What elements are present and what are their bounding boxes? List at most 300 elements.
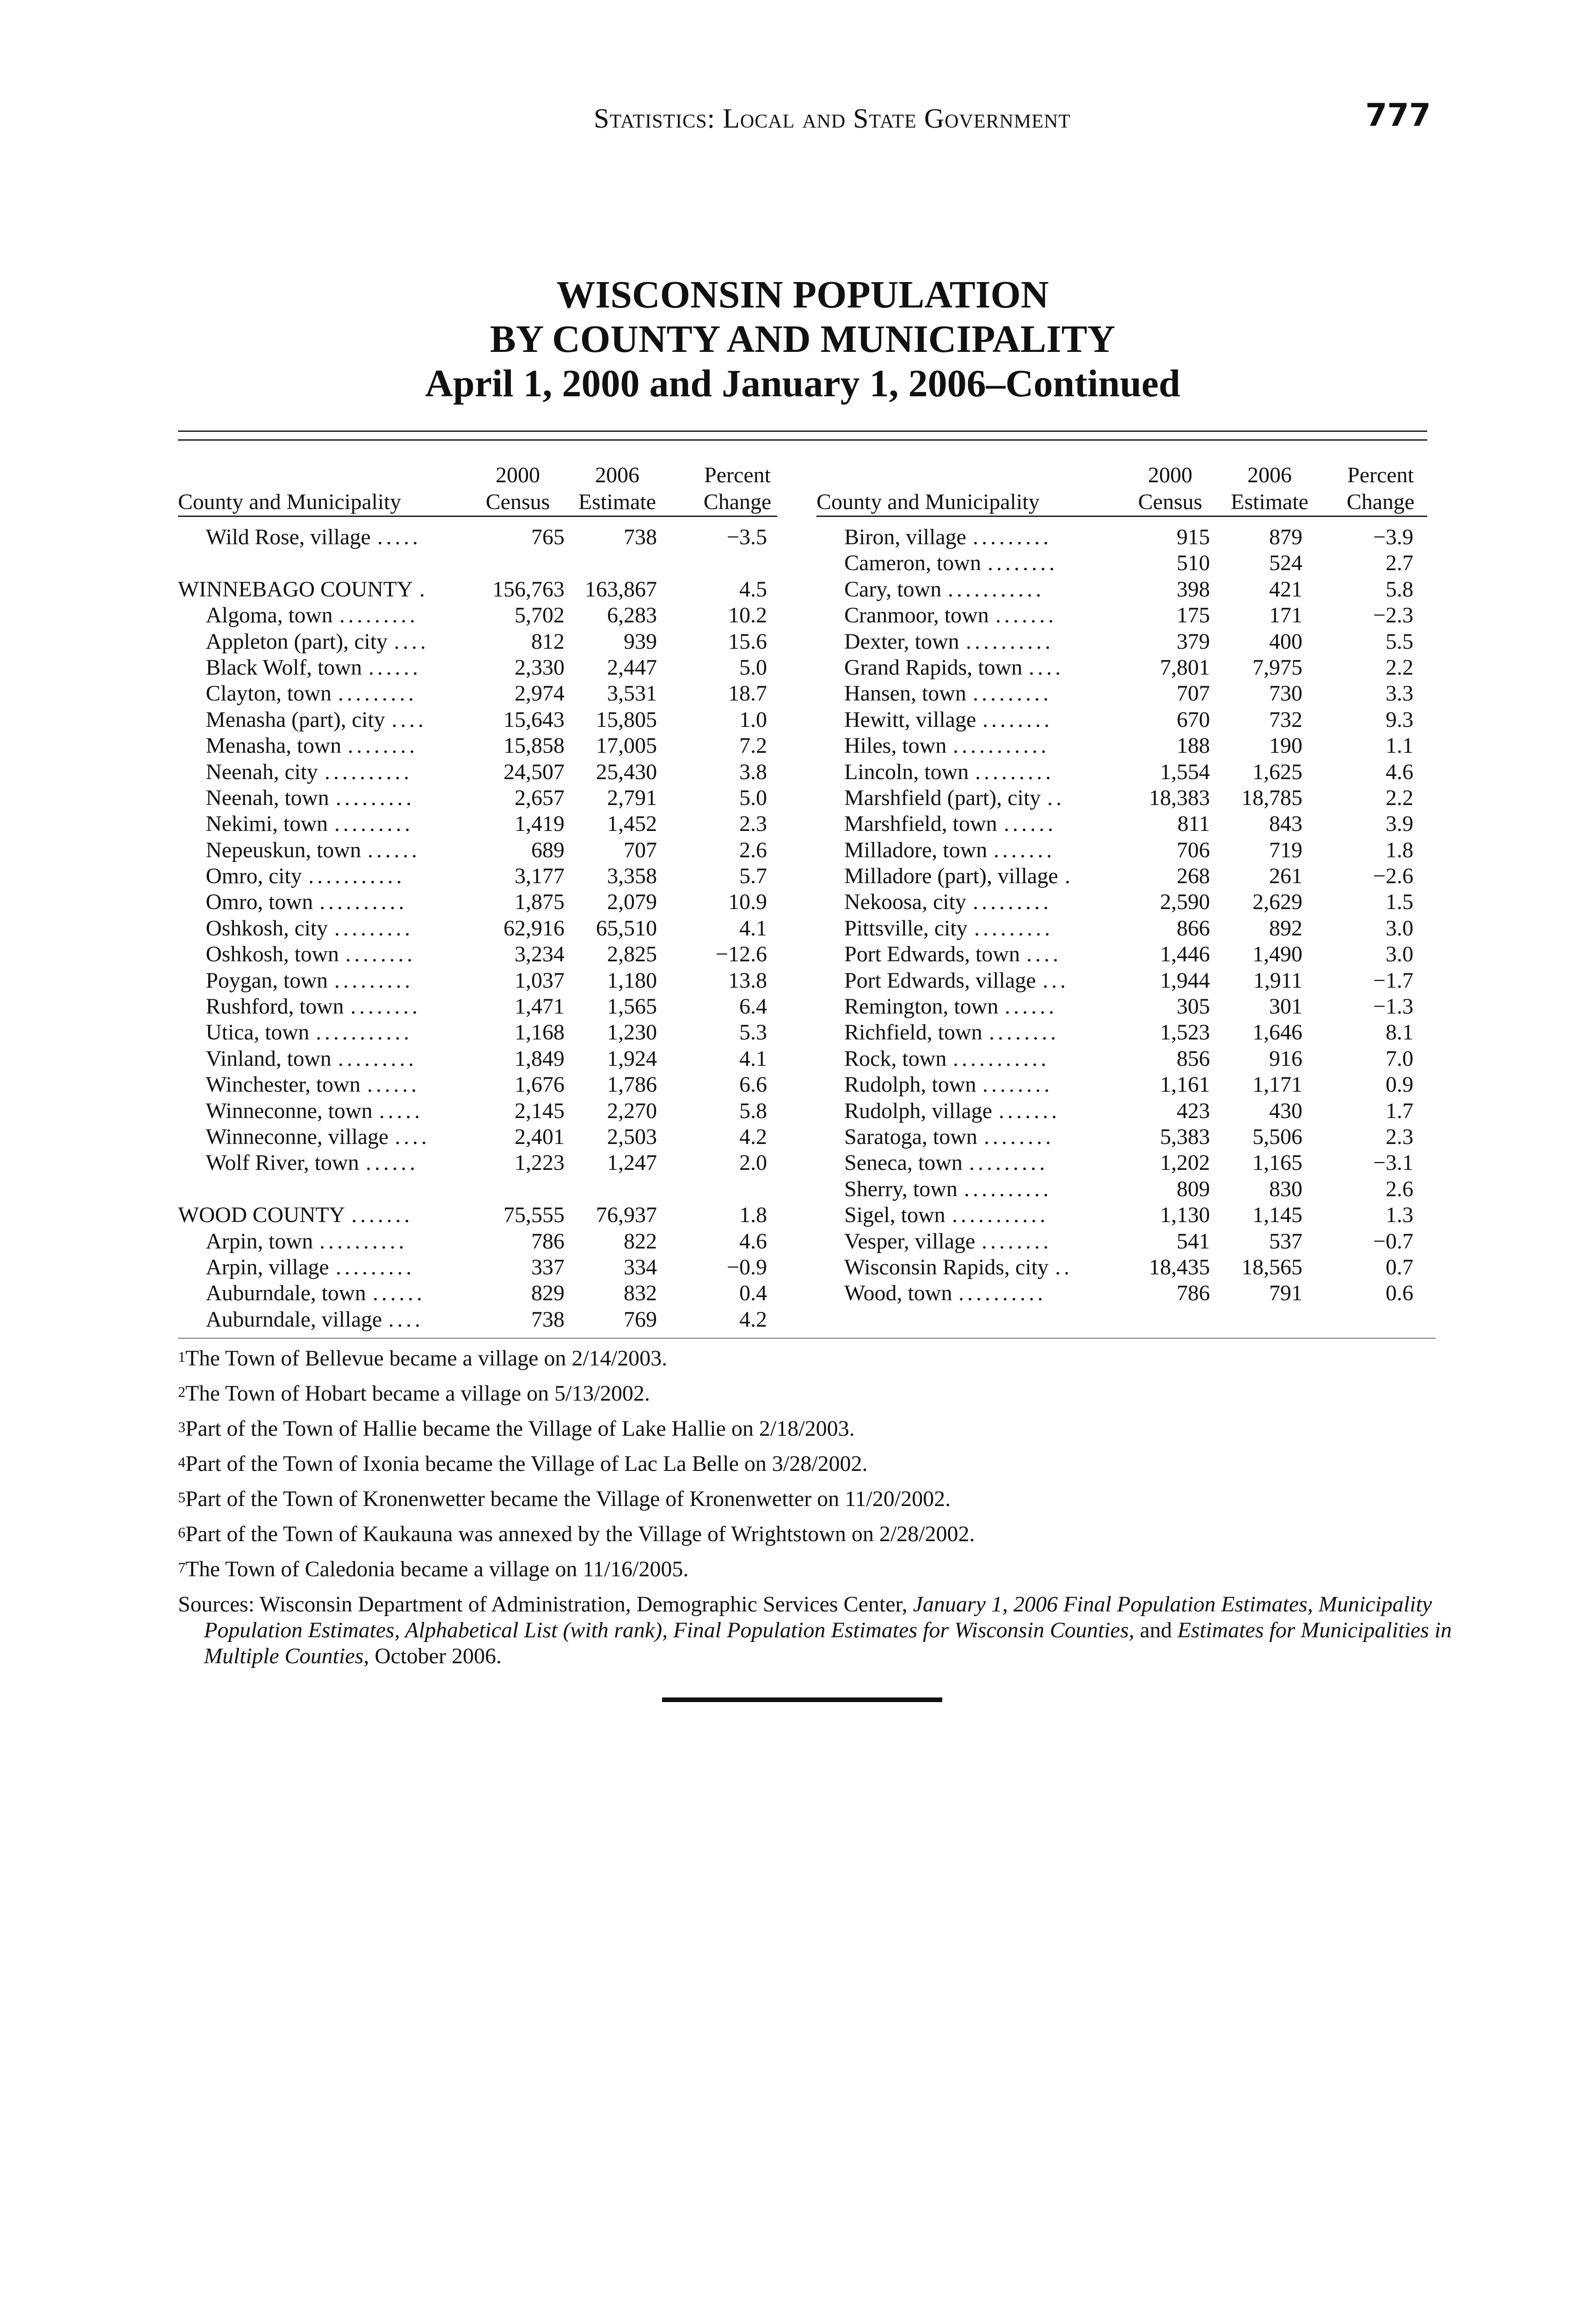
municipality-name: Port Edwards, town: [844, 942, 1020, 967]
percent-change-value: 4.2: [739, 1124, 767, 1149]
percent-change-value: 13.8: [728, 968, 767, 993]
municipality-row: [816, 1072, 1427, 1098]
estimate-2006-value: 1,165: [1252, 1150, 1302, 1175]
leader-dots: ....: [395, 1124, 430, 1149]
municipality-name: Seneca, town: [844, 1150, 963, 1175]
municipality-row: [816, 811, 1427, 837]
census-2000-value: 1,676: [515, 1072, 565, 1097]
estimate-2006-value: 1,625: [1252, 759, 1302, 784]
estimate-2006-value: 421: [1269, 577, 1302, 602]
percent-change-value: 0.9: [1386, 1072, 1413, 1097]
municipality-row: [178, 1124, 777, 1150]
census-2000-value: 689: [531, 837, 565, 862]
row-spacer: [178, 550, 777, 576]
municipality-name: Milladore, town: [844, 837, 988, 862]
municipality-row: [178, 968, 777, 994]
census-2000-value: 1,419: [515, 812, 565, 836]
footnote-mark: 3: [178, 1419, 185, 1435]
percent-change-value: −2.6: [1373, 864, 1413, 889]
municipality-row: [816, 1202, 1427, 1228]
municipality-row: [816, 1280, 1427, 1306]
leader-dots: .: [1065, 864, 1074, 889]
leader-dots: ......: [1005, 994, 1057, 1019]
municipality-name: Cranmoor, town: [844, 603, 989, 628]
municipality-name: WINNEBAGO COUNTY: [178, 577, 413, 602]
leader-dots: .......: [351, 1203, 413, 1228]
right-table-rows: [816, 517, 1427, 1307]
percent-change-value: 2.2: [1386, 655, 1413, 680]
census-2000-value: 3,234: [515, 942, 565, 967]
census-2000-value: 866: [1177, 916, 1210, 941]
footnote-mark: 1: [178, 1348, 185, 1365]
census-2000-value: 1,875: [515, 890, 565, 915]
census-2000-value: 670: [1177, 707, 1210, 732]
footnote-mark: 2: [178, 1384, 185, 1400]
percent-change-value: 6.4: [739, 994, 767, 1019]
estimate-2006-value: 791: [1269, 1281, 1302, 1306]
estimate-2006-value: 76,937: [596, 1203, 657, 1228]
municipality-name: Arpin, town: [206, 1229, 313, 1254]
percent-change-value: 2.7: [1386, 551, 1413, 576]
leader-dots: .........: [334, 812, 413, 836]
estimate-2006-value: 769: [624, 1307, 657, 1332]
municipality-row: [816, 550, 1427, 576]
municipality-name: Grand Rapids, town: [844, 655, 1023, 680]
municipality-row: [178, 1098, 777, 1124]
estimate-2006-value: 707: [624, 837, 657, 862]
row-spacer: [178, 1176, 777, 1202]
estimate-2006-value: 719: [1269, 837, 1302, 862]
census-2000-value: 829: [531, 1281, 565, 1306]
census-2000-value: 156,763: [492, 577, 565, 602]
percent-change-value: 4.6: [1386, 759, 1413, 784]
left-table-rows: [178, 517, 777, 1333]
right-table-column: [816, 460, 1427, 1339]
estimate-2006-value: 2,270: [607, 1098, 657, 1123]
estimate-2006-value: 18,565: [1241, 1254, 1302, 1279]
percent-change-value: 3.0: [1386, 916, 1413, 941]
census-2000-value: 811: [1177, 812, 1210, 836]
right-column-header: [816, 460, 1427, 517]
leader-dots: .........: [975, 759, 1054, 784]
leader-dots: ...........: [952, 1203, 1049, 1228]
municipality-row: [816, 759, 1427, 785]
sources-note: Sources: Wisconsin Department of Administration, Demographic Services Center, January 1, 2006 Final Population Estimates, Municipality Population Estimates, Alphabetical List (with rank), Final Population Estimates for Wisconsin Counties, and Estimates for Municipalities in Multiple Counties, October 2006.: [178, 1592, 1452, 1668]
estimate-2006-value: 17,005: [596, 733, 657, 758]
estimate-2006-value: 1,452: [607, 812, 657, 836]
percent-change-value: 3.8: [739, 759, 767, 784]
estimate-2006-value: 2,825: [607, 942, 657, 967]
leader-dots: ..........: [958, 1281, 1046, 1306]
end-of-table-bar: [662, 1697, 942, 1702]
estimate-2006-value: 879: [1269, 525, 1302, 549]
percent-change-value: −3.9: [1373, 525, 1413, 549]
leader-dots: .........: [339, 603, 418, 628]
municipality-name: Wild Rose, village: [206, 525, 371, 549]
municipality-name: Auburndale, village: [206, 1307, 382, 1332]
municipality-row: [178, 1254, 777, 1280]
estimate-2006-value: 732: [1269, 707, 1302, 732]
municipality-name: Appleton (part), city: [206, 629, 388, 654]
left-column-header: [178, 460, 777, 517]
leader-dots: ...........: [308, 864, 405, 889]
footnote-text: Part of the Town of Kronenwetter became the Village of Kronenwetter on 11/20/2002.: [185, 1487, 951, 1511]
census-2000-value: 1,223: [515, 1150, 565, 1175]
estimate-2006-value: 163,867: [585, 577, 657, 602]
percent-change-value: 1.0: [739, 707, 767, 732]
leader-dots: .........: [336, 785, 415, 810]
percent-change-value: 4.6: [739, 1229, 767, 1254]
percent-change-value: 3.0: [1386, 942, 1413, 967]
municipality-row: [178, 1229, 777, 1254]
estimate-2006-value: 7,975: [1252, 655, 1302, 680]
estimate-2006-value: 1,247: [607, 1150, 657, 1175]
census-2000-value: 1,168: [515, 1020, 565, 1045]
estimate-2006-value: 3,531: [607, 681, 657, 706]
estimate-2006-value: 65,510: [596, 916, 657, 941]
leader-dots: ...: [1043, 968, 1069, 993]
percent-change-value: 5.7: [739, 864, 767, 889]
estimate-2006-value: 2,791: [607, 785, 657, 810]
percent-change-value: 10.9: [728, 890, 767, 915]
page-number: 777: [1365, 97, 1431, 134]
municipality-row: [178, 759, 777, 785]
estimate-2006-value: 3,358: [607, 864, 657, 889]
municipality-name: Clayton, town: [206, 681, 331, 706]
municipality-name: Rock, town: [844, 1046, 947, 1071]
percent-change-value: 3.9: [1386, 812, 1413, 836]
estimate-2006-value: 730: [1269, 681, 1302, 706]
leader-dots: ..........: [966, 629, 1054, 654]
municipality-name: Winneconne, town: [206, 1098, 373, 1123]
percent-change-value: 1.3: [1386, 1203, 1413, 1228]
estimate-2006-value: 301: [1269, 994, 1302, 1019]
percent-change-value: −1.7: [1373, 968, 1413, 993]
leader-dots: .........: [338, 1046, 417, 1071]
municipality-row: [816, 916, 1427, 941]
census-2000-value: 1,471: [515, 994, 565, 1019]
estimate-2006-value: 2,503: [607, 1124, 657, 1149]
leader-dots: .........: [974, 916, 1053, 941]
census-2000-value: 62,916: [503, 916, 565, 941]
municipality-row: [178, 1150, 777, 1176]
leader-dots: .........: [969, 1150, 1048, 1175]
percent-change-value: −3.5: [726, 525, 767, 549]
percent-change-value: 2.2: [1386, 785, 1413, 810]
municipality-row: [816, 655, 1427, 681]
estimate-2006-value: 832: [624, 1281, 657, 1306]
municipality-name: Menasha (part), city: [206, 707, 385, 732]
percent-change-value: 8.1: [1386, 1020, 1413, 1045]
municipality-name: Saratoga, town: [844, 1124, 977, 1149]
municipality-row: [178, 524, 777, 550]
footnote-mark: 7: [178, 1559, 185, 1576]
estimate-2006-value: 1,911: [1253, 968, 1302, 993]
estimate-2006-value: 830: [1269, 1176, 1302, 1201]
leader-dots: .....: [377, 525, 421, 549]
municipality-name: Omro, city: [206, 864, 302, 889]
leader-dots: .: [419, 577, 428, 602]
leader-dots: ....: [1029, 655, 1064, 680]
leader-dots: ......: [366, 1150, 418, 1175]
municipality-row: [816, 681, 1427, 707]
footnote-text: The Town of Hobart became a village on 5/13/2002.: [185, 1381, 650, 1406]
municipality-name: Wolf River, town: [206, 1150, 359, 1175]
census-2000-value: 1,446: [1160, 942, 1210, 967]
census-2000-value: 786: [1177, 1281, 1210, 1306]
leader-dots: ..........: [964, 1176, 1052, 1201]
header-municipality: County and Municipality: [178, 490, 401, 514]
double-rule-bottom: [178, 439, 1427, 441]
percent-change-value: 1.8: [739, 1203, 767, 1228]
municipality-name: Omro, town: [206, 890, 313, 915]
percent-change-value: 10.2: [728, 603, 767, 628]
municipality-row: [178, 916, 777, 941]
census-2000-value: 188: [1177, 733, 1210, 758]
percent-change-value: 7.2: [739, 733, 767, 758]
percent-change-value: −0.7: [1373, 1229, 1413, 1254]
percent-change-value: −3.1: [1373, 1150, 1413, 1175]
table-title: [178, 273, 1427, 406]
header-2006-estimate: 2006 Estimate: [1231, 463, 1308, 514]
percent-change-value: 5.8: [739, 1098, 767, 1123]
percent-change-value: 4.2: [739, 1307, 767, 1332]
census-2000-value: 15,858: [503, 733, 565, 758]
percent-change-value: 1.8: [1386, 837, 1413, 862]
municipality-name: Pittsville, city: [844, 916, 968, 941]
census-2000-value: 15,643: [503, 707, 565, 732]
percent-change-value: 7.0: [1386, 1046, 1413, 1071]
municipality-row: [816, 524, 1427, 550]
leader-dots: ....: [1026, 942, 1062, 967]
census-2000-value: 24,507: [503, 759, 565, 784]
double-rule-top: [178, 430, 1427, 432]
header-percent-change: Percent Change: [703, 463, 772, 514]
municipality-name: Winneconne, village: [206, 1124, 389, 1149]
municipality-name: Vesper, village: [844, 1229, 976, 1254]
municipality-row: [178, 1020, 777, 1045]
census-2000-value: 1,130: [1160, 1203, 1210, 1228]
municipality-row: [178, 785, 777, 811]
municipality-row: [178, 941, 777, 967]
percent-change-value: 2.3: [739, 812, 767, 836]
header-2006-estimate: 2006 Estimate: [578, 463, 656, 514]
percent-change-value: 4.1: [739, 916, 767, 941]
census-2000-value: 75,555: [503, 1203, 565, 1228]
footnote-mark: 4: [178, 1454, 185, 1470]
leader-dots: .........: [973, 525, 1052, 549]
estimate-2006-value: 190: [1269, 733, 1302, 758]
percent-change-value: 4.5: [739, 577, 767, 602]
census-2000-value: 337: [531, 1254, 565, 1279]
census-2000-value: 1,554: [1160, 759, 1210, 784]
footnote: [178, 1416, 1454, 1451]
footnote-text: The Town of Bellevue became a village on 2/14/2003.: [185, 1346, 668, 1371]
leader-dots: ..: [1047, 785, 1065, 810]
header-municipality: County and Municipality: [816, 490, 1040, 514]
municipality-row: [816, 968, 1427, 994]
county-row: [178, 577, 777, 603]
municipality-row: [178, 1046, 777, 1072]
percent-change-value: 9.3: [1386, 707, 1413, 732]
leader-dots: .......: [995, 603, 1057, 628]
estimate-2006-value: 171: [1269, 603, 1302, 628]
municipality-row: [178, 707, 777, 733]
county-row: [178, 1202, 777, 1228]
header-2000-census: 2000 Census: [1138, 463, 1203, 514]
municipality-row: [178, 994, 777, 1020]
leader-dots: ...........: [953, 1046, 1050, 1071]
leader-dots: ........: [982, 1072, 1053, 1097]
census-2000-value: 706: [1177, 837, 1210, 862]
footnote: [178, 1556, 1454, 1592]
municipality-row: [816, 1254, 1427, 1280]
municipality-name: Hiles, town: [844, 733, 947, 758]
estimate-2006-value: 1,145: [1252, 1203, 1302, 1228]
leader-dots: ....: [394, 629, 429, 654]
census-2000-value: 5,383: [1160, 1124, 1210, 1149]
census-2000-value: 1,849: [515, 1046, 565, 1071]
municipality-row: [178, 1307, 777, 1333]
estimate-2006-value: 6,283: [607, 603, 657, 628]
leader-dots: ..........: [319, 1229, 407, 1254]
leader-dots: ........: [350, 994, 421, 1019]
census-2000-value: 398: [1177, 577, 1210, 602]
census-2000-value: 1,523: [1160, 1020, 1210, 1045]
leader-dots: ..........: [325, 759, 412, 784]
percent-change-value: 15.6: [728, 629, 767, 654]
leader-dots: ........: [345, 942, 416, 967]
municipality-name: Oshkosh, town: [206, 942, 339, 967]
census-2000-value: 2,145: [515, 1098, 565, 1123]
municipality-name: Poygan, town: [206, 968, 328, 993]
estimate-2006-value: 939: [624, 629, 657, 654]
census-2000-value: 809: [1177, 1176, 1210, 1201]
census-2000-value: 765: [531, 525, 565, 549]
estimate-2006-value: 1,924: [607, 1046, 657, 1071]
footnote-mark: 6: [178, 1524, 185, 1541]
municipality-name: Black Wolf, town: [206, 655, 362, 680]
municipality-row: [816, 785, 1427, 811]
municipality-row: [178, 837, 777, 863]
municipality-name: Richfield, town: [844, 1020, 982, 1045]
municipality-name: Remington, town: [844, 994, 999, 1019]
municipality-name: Utica, town: [206, 1020, 309, 1045]
percent-change-value: 1.1: [1386, 733, 1413, 758]
municipality-name: Cary, town: [844, 577, 942, 602]
municipality-row: [178, 1280, 777, 1306]
census-2000-value: 812: [531, 629, 565, 654]
municipality-row: [816, 889, 1427, 915]
municipality-name: Wisconsin Rapids, city: [844, 1254, 1049, 1279]
municipality-row: [816, 1176, 1427, 1202]
census-2000-value: 2,657: [515, 785, 565, 810]
census-2000-value: 3,177: [515, 864, 565, 889]
leader-dots: .........: [973, 890, 1052, 915]
percent-change-value: −0.9: [726, 1254, 767, 1279]
municipality-name: Cameron, town: [844, 551, 981, 576]
census-2000-value: 786: [531, 1229, 565, 1254]
leader-dots: .........: [973, 681, 1052, 706]
municipality-row: [816, 603, 1427, 628]
municipality-row: [816, 577, 1427, 603]
percent-change-value: −12.6: [715, 942, 767, 967]
census-2000-value: 541: [1177, 1229, 1210, 1254]
municipality-name: Wood, town: [844, 1281, 952, 1306]
census-2000-value: 1,161: [1160, 1072, 1210, 1097]
municipality-name: Hansen, town: [844, 681, 966, 706]
leader-dots: ........: [982, 707, 1053, 732]
municipality-name: Biron, village: [844, 525, 966, 549]
municipality-row: [816, 1098, 1427, 1124]
municipality-row: [816, 1020, 1427, 1045]
municipality-row: [178, 733, 777, 759]
leader-dots: ..........: [319, 890, 407, 915]
estimate-2006-value: 1,230: [607, 1020, 657, 1045]
census-2000-value: 510: [1177, 551, 1210, 576]
leader-dots: ......: [373, 1281, 425, 1306]
leader-dots: .........: [334, 916, 413, 941]
percent-change-value: 0.6: [1386, 1281, 1413, 1306]
leader-dots: ......: [368, 837, 420, 862]
census-2000-value: 738: [531, 1307, 565, 1332]
percent-change-value: 2.6: [1386, 1176, 1413, 1201]
header-percent-change: Percent Change: [1346, 463, 1415, 514]
left-table-column: [178, 460, 777, 1339]
percent-change-value: 5.0: [739, 785, 767, 810]
footnote: [178, 1381, 1454, 1416]
percent-change-value: 2.0: [739, 1150, 767, 1175]
census-2000-value: 1,037: [515, 968, 565, 993]
estimate-2006-value: 2,079: [607, 890, 657, 915]
municipality-row: [816, 1046, 1427, 1072]
leader-dots: ...........: [316, 1020, 412, 1045]
municipality-name: Menasha, town: [206, 733, 342, 758]
footnote: [178, 1346, 1454, 1381]
leader-dots: ......: [367, 1072, 420, 1097]
leader-dots: ........: [984, 1124, 1054, 1149]
census-2000-value: 2,590: [1160, 890, 1210, 915]
census-2000-value: 18,383: [1149, 785, 1210, 810]
running-head: Statistics: Local and State Government: [594, 103, 1071, 134]
municipality-name: Neenah, city: [206, 759, 318, 784]
leader-dots: .......: [999, 1098, 1060, 1123]
municipality-row: [816, 629, 1427, 655]
census-2000-value: 379: [1177, 629, 1210, 654]
estimate-2006-value: 334: [624, 1254, 657, 1279]
municipality-name: Vinland, town: [206, 1046, 331, 1071]
municipality-row: [816, 1150, 1427, 1176]
census-2000-value: 2,330: [515, 655, 565, 680]
leader-dots: ........: [988, 551, 1058, 576]
estimate-2006-value: 524: [1269, 551, 1302, 576]
municipality-row: [178, 603, 777, 628]
estimate-2006-value: 537: [1269, 1229, 1302, 1254]
municipality-row: [816, 1229, 1427, 1254]
estimate-2006-value: 1,171: [1252, 1072, 1302, 1097]
footnote-rule: [178, 1338, 1436, 1339]
estimate-2006-value: 1,180: [607, 968, 657, 993]
percent-change-value: 5.0: [739, 655, 767, 680]
census-2000-value: 1,944: [1160, 968, 1210, 993]
title-line-1: WISCONSIN POPULATION: [556, 273, 1049, 316]
title-line-2: BY COUNTY AND MUNICIPALITY: [490, 318, 1116, 361]
municipality-name: Nekoosa, city: [844, 890, 966, 915]
municipality-row: [816, 1124, 1427, 1150]
header-2000-census: 2000 Census: [485, 463, 550, 514]
municipality-row: [816, 994, 1427, 1020]
estimate-2006-value: 2,447: [607, 655, 657, 680]
